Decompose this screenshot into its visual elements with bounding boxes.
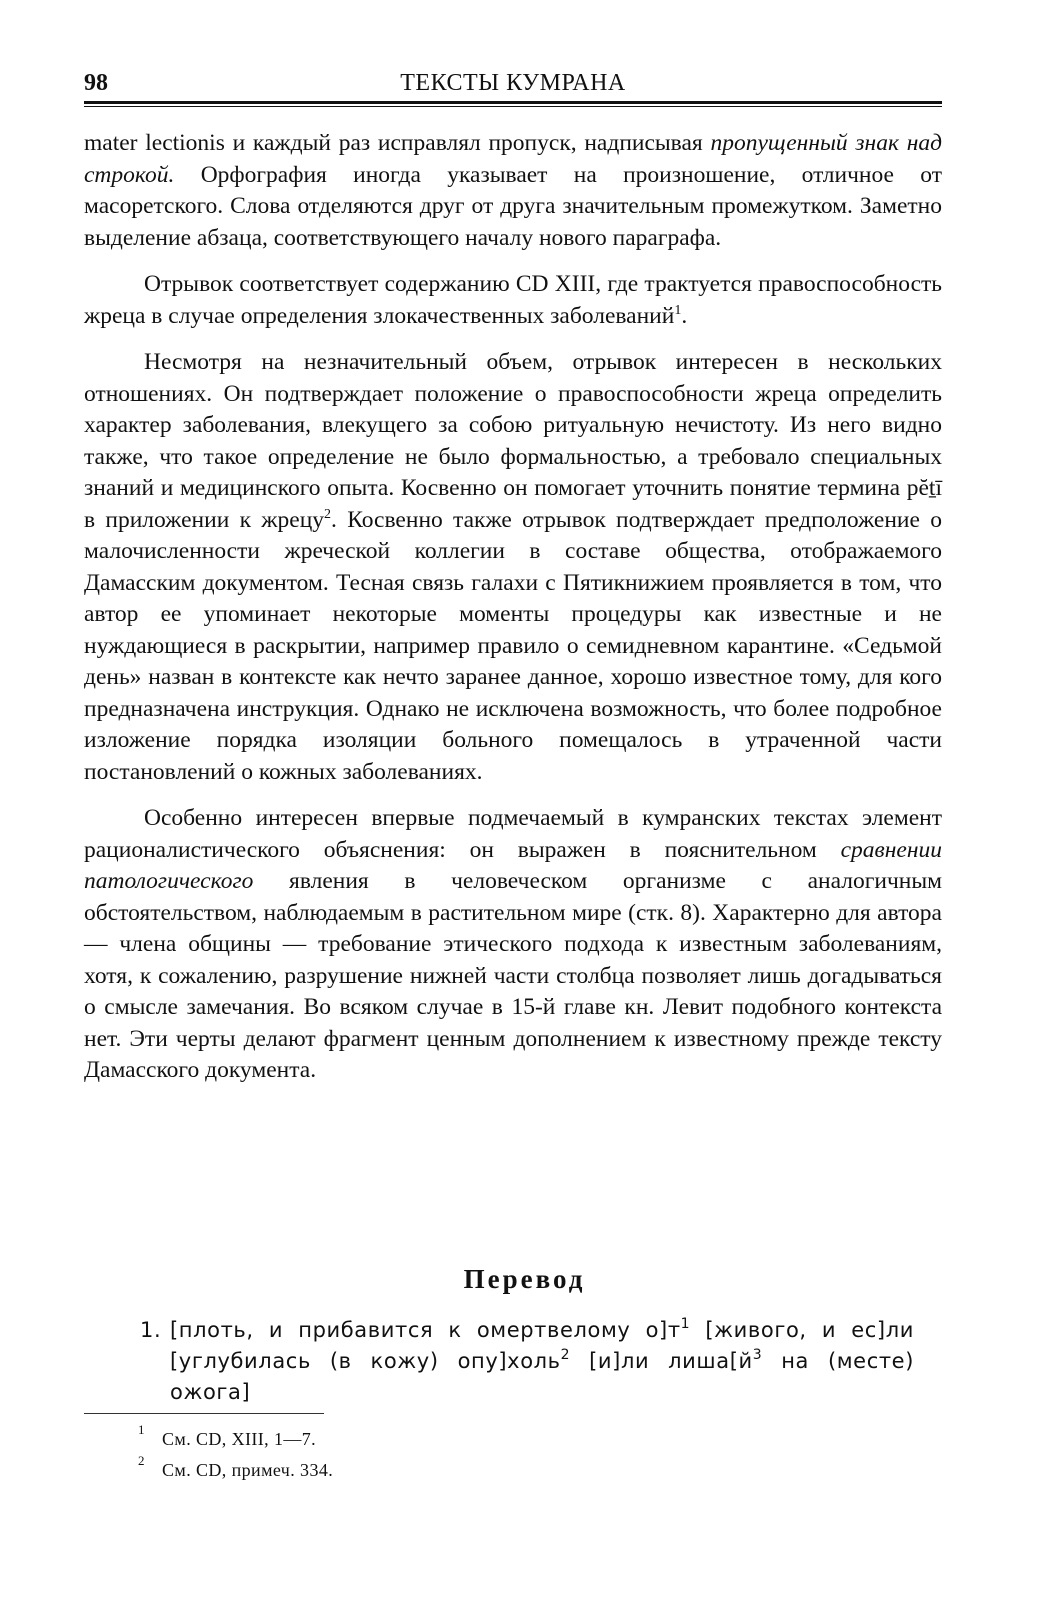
paragraph-2: Отрывок соответствует содержанию CD XIII, где трактуется правоспособность жреца в случае определения злокачественных заболеваний$^1$. xyxy=(84,271,942,329)
running-title: ТЕКСТЫ КУМРАНА xyxy=(400,70,626,96)
footnote-ref-1: 1 xyxy=(674,302,682,318)
body-text xyxy=(84,128,942,1102)
translation-text: [плоть, и прибавится к омертвелому $о]т^1$ [живого, и ес]ли [углубилась (в кожу) опу]холь$^2$ [и]ли $лиша[й^3$ на (месте) ожога] xyxy=(170,1316,914,1404)
footnote-rule xyxy=(84,1413,324,1414)
line-number: 1. xyxy=(140,1318,162,1342)
page-number: 98 xyxy=(84,70,108,96)
header-rule-thin xyxy=(84,106,942,107)
footnote-2: 2 См. CD, примеч. 334. xyxy=(138,1453,334,1480)
paragraph-3: Несмотря на незначительный объем, отрывок интересен в нескольких отношениях. Он подтверждает положение о правоспособности жреца определить характер заболевания, влекущего за собою ритуальную нечистоту. Из него видно также, что такое определение не было формальностью, а требовало специальных знаний и медицинского опыта. Косвенно он помогает уточнить понятие термина pĕṯī в приложении к жрецу$^2$. Косвенно также отрывок подтверждает предположение о малочисленности жреческой коллегии в составе общества, отображаемого Дамасским документом. Тесная связь галахи с Пятикнижием проявляется в том, что автор ее упоминает некоторые моменты процедуры как известные и не нуждающиеся в раскрытии, например правило о семидневном карантине. «Седьмой день» назван в контексте как нечто заранее данное, хорошо известное тому, для кого предназначена инструкция. Однако не исключена возможность, что более подробное изложение порядка изоляции больного помещалось в утраченной части постановлений о кожных заболеваниях. xyxy=(84,349,942,785)
footnotes xyxy=(84,1424,684,1486)
footnote-ref-2: 2 xyxy=(324,506,332,522)
header-rule xyxy=(84,101,942,104)
translation-line-1 xyxy=(84,1315,914,1408)
footnote-1: 1 См. CD, XIII, 1—7. xyxy=(138,1422,317,1449)
page-header xyxy=(84,66,942,100)
section-title: Перевод xyxy=(463,1264,586,1294)
paragraph-4: Особенно интересен впервые подмечаемый в кумранских текстах элемент рационалистического объяснения: он выражен в пояснительном сравнении патологического явления в человеческом организме с аналогичным обстоятельством, наблюдаемым в растительном мире (стк. 8). Характерно для автора — члена общины — требование этического подхода к известным заболеваниям, хотя, к сожалению, разрушение нижней части столбца позволяет лишь догадываться о смысле замечания. Во всяком случае в 15-й главе кн. Левит подобного контекста нет. Эти черты делают фрагмент ценным дополнением к известному прежде тексту Дамасского документа. xyxy=(84,805,942,1083)
paragraph-1: mater lectionis и каждый раз исправлял пропуск, надписывая пропущенный знак над строкой. Орфография иногда указывает на произношение, отличное от масоретского. Слова отделяются друг от друга значительным промежутком. Заметно выделение абзаца, соответствующего началу нового параграфа. xyxy=(84,130,942,251)
hebrew-term: pĕṯī xyxy=(906,475,942,501)
